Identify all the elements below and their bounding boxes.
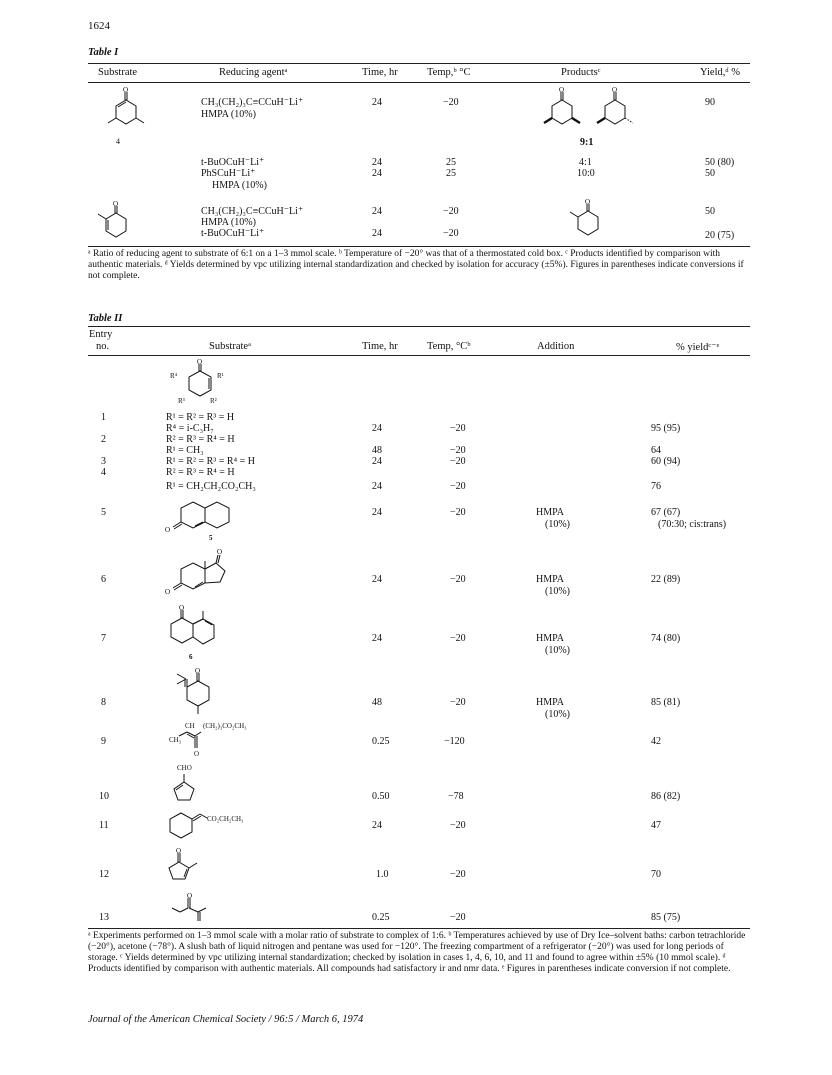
entry-10-yield: 86 (82): [651, 791, 681, 802]
product-methylcyclohexanone-structure: [564, 198, 614, 242]
table2-header-entry-no: no.: [96, 341, 110, 352]
entry-11-cyclohexylidene-ester-structure: [165, 808, 215, 842]
table1-row2-temp-2: 25: [446, 168, 456, 179]
table1-row1-agent-additive: HMPA (10%): [201, 109, 256, 120]
entry-13-no: 13: [99, 912, 109, 923]
entry-2-no: 2: [101, 434, 106, 445]
entry-7-addition-amount: (10%): [545, 645, 570, 656]
entry-2-time: 48: [372, 445, 382, 456]
subst-line-4: R¹ = CH₃: [166, 445, 204, 456]
table2-footnote: ᵃ Experiments performed on 1–3 mmol scale with a molar ratio of substrate to complex of 1:6. ᵇ Temperatures achieved by use of Dry Ice–solvent baths: carbon tetrachloride (−20°), acetone (−78°). A slush bath of liquid nitrogen and pentane was used for −120°. The freezing compartment of a refrigerator (−20°) was used for long periods of storage. ᶜ Yields determined by vpc utilizing internal standardization; checked by isolation in cases 1, 4, 6, 10, and 11 and found to agree within ±5% (10 mmol scale). ᵈ Products identified by comparison with authentic materials. All compounds had satisfactory ir and nmr data. ᵉ Figures in parentheses indicate conversion if not complete.: [88, 931, 746, 974]
entry-5-no: 5: [101, 507, 106, 518]
entry-5-addition-amount: (10%): [545, 519, 570, 530]
table2-bottom-rule: [88, 928, 750, 929]
subst-line-1: R¹ = R² = R³ = H: [166, 412, 235, 423]
substrate-generic-cyclohexenone-structure: [165, 355, 235, 410]
r3-label: R³: [178, 397, 185, 405]
entry-5-time: 24: [372, 507, 382, 518]
table1-header-rule: [88, 82, 750, 83]
entry-6-dione-structure: [163, 548, 243, 598]
table1-bottom-rule: [88, 246, 750, 247]
entry-11-struct-ester: CO₂CH₂CH₃: [207, 815, 244, 823]
svg-text:O: O: [165, 526, 171, 534]
table1-row2-agent-additive: HMPA (10%): [212, 180, 267, 191]
entry-13-yield: 85 (75): [651, 912, 681, 923]
table1-row3-time-1: 24: [372, 206, 382, 217]
entry-4-time: 24: [372, 481, 382, 492]
table2-header-temp: Temp, °Cᵇ: [427, 341, 471, 352]
product-trans-dimethylcyclohexanone-structure: [588, 86, 642, 136]
entry-7-time: 24: [372, 633, 382, 644]
r4-label: R⁴: [170, 372, 178, 380]
table1-row2-temp-1: 25: [446, 157, 456, 168]
entry-8-addition-amount: (10%): [545, 709, 570, 720]
entry-12-temp: −20: [450, 869, 466, 880]
entry-8-time: 48: [372, 697, 382, 708]
entry-3-time: 24: [372, 456, 382, 467]
entry-6-addition-amount: (10%): [545, 586, 570, 597]
table1-header-reducing-agent: Reducing agentᵃ: [219, 67, 288, 78]
entry-7-compound-label: 6: [189, 653, 193, 661]
svg-text:O: O: [217, 548, 223, 556]
entry-7-addition: HMPA: [536, 633, 564, 644]
svg-text:O: O: [197, 358, 203, 366]
table1-header-temp: Temp,ᵇ °C: [427, 67, 471, 78]
table1-row2-agent-2: PhSCuH⁻Li⁺: [201, 168, 256, 179]
entry-8-no: 8: [101, 697, 106, 708]
entry-1-yield: 95 (95): [651, 423, 681, 434]
entry-9-temp: −120: [444, 736, 465, 747]
entry-1-no: 1: [101, 412, 106, 423]
table1-row3-agent-1: CH₃(CH₂)₃C≡CCuH⁻Li⁺: [201, 206, 304, 217]
table1-row2-ratio-1: 4:1: [579, 157, 592, 168]
table1-row1-yield: 90: [705, 97, 715, 108]
entry-3-yield: 60 (94): [651, 456, 681, 467]
svg-text:O: O: [612, 86, 618, 94]
entry-5-addition: HMPA: [536, 507, 564, 518]
entry-5-yield: 67 (67): [651, 507, 681, 518]
entry-8-addition: HMPA: [536, 697, 564, 708]
table1-row1-product-ratio: 9:1: [580, 137, 594, 148]
entry-12-time: 1.0: [376, 869, 389, 880]
svg-text:O: O: [123, 86, 129, 94]
table1-row3-temp-2: −20: [443, 228, 459, 239]
svg-text:O: O: [165, 588, 171, 596]
entry-11-temp: −20: [450, 820, 466, 831]
entry-6-yield: 22 (89): [651, 574, 681, 585]
entry-10-struct-cho: CHO: [177, 764, 192, 772]
svg-text:O: O: [176, 848, 182, 855]
table1-row1-temp: −20: [443, 97, 459, 108]
table1-row2-time-2: 24: [372, 168, 382, 179]
page-number: 1624: [88, 20, 110, 32]
entry-10-temp: −78: [448, 791, 464, 802]
table1-row3-temp-1: −20: [443, 206, 459, 217]
entry-13-temp: −20: [450, 912, 466, 923]
table1-row2-time-1: 24: [372, 157, 382, 168]
svg-text:O: O: [179, 605, 185, 612]
entry-7-no: 7: [101, 633, 106, 644]
substrate-dimethylcyclohexenone-structure: [100, 86, 150, 134]
table2-header-addition: Addition: [537, 341, 575, 352]
entry-13-time: 0.25: [372, 912, 390, 923]
entry-7-bicyclic-enone-structure: [163, 605, 243, 655]
entry-11-no: 11: [99, 820, 109, 831]
entry-6-addition: HMPA: [536, 574, 564, 585]
table1-top-rule: [88, 63, 750, 64]
entry-12-methylcyclopentenone-structure: [165, 848, 209, 888]
product-cis-dimethylcyclohexanone-structure: [535, 86, 589, 136]
substrate-methylcyclohexenone-structure: [92, 200, 142, 244]
entry-5-compound-label: 5: [209, 534, 213, 542]
table1-row3-agent-additive: HMPA (10%): [201, 217, 256, 228]
table1-row2-yield-1: 50 (80): [705, 157, 735, 168]
entry-1-time: 24: [372, 423, 382, 434]
entry-11-time: 24: [372, 820, 382, 831]
entry-9-struct-ch3: CH₃: [169, 736, 182, 744]
svg-text:O: O: [585, 198, 591, 206]
entry-9-struct-chain: (CH₂)₃CO₂CH₃: [203, 722, 247, 730]
table1-row2-yield-2: 50: [705, 168, 715, 179]
entry-6-temp: −20: [450, 574, 466, 585]
table1-row3-time-2: 24: [372, 228, 382, 239]
table1-substrate-label: 4: [116, 137, 120, 146]
entry-5-temp: −20: [450, 507, 466, 518]
svg-text:O: O: [559, 86, 565, 94]
table2-header-substrate: Substrateᵃ: [209, 341, 251, 352]
entry-4-no: 4: [101, 467, 106, 478]
entry-2-temp: −20: [450, 445, 466, 456]
entry-10-no: 10: [99, 791, 109, 802]
entry-1-temp: −20: [450, 423, 466, 434]
entry-5-octalone-structure: [163, 497, 243, 537]
entry-9-time: 0.25: [372, 736, 390, 747]
table1-footnote: ᵃ Ratio of reducing agent to substrate of 6:1 on a 1–3 mmol scale. ᵇ Temperature of −20° was that of a thermostated cold box. ᶜ Products identified by comparison with authentic materials. ᵈ Yields determined by vpc utilizing internal standardization and checked by isolation for accuracy (±5%). Figures in parentheses indicate conversions if not complete.: [88, 249, 744, 281]
table1-header-substrate: Substrate: [98, 67, 138, 78]
table2-title: Table II: [88, 313, 123, 324]
table1-row3-yield-1: 50: [705, 206, 715, 217]
svg-text:O: O: [195, 668, 201, 675]
entry-11-yield: 47: [651, 820, 661, 831]
table2-top-rule: [88, 326, 750, 327]
entry-9-no: 9: [101, 736, 106, 747]
entry-3-no: 3: [101, 456, 106, 467]
entry-12-yield: 70: [651, 869, 661, 880]
table2-header-entry: Entry: [89, 329, 113, 340]
table1-row2-agent-1: t-BuOCuH⁻Li⁺: [201, 157, 265, 168]
entry-13-acyclic-enone-structure: [168, 890, 228, 926]
entry-6-time: 24: [372, 574, 382, 585]
table2-header-yield: % yieldᶜ⁻ᵉ: [676, 342, 720, 353]
entry-9-struct-o: O: [194, 750, 200, 758]
table1-row3-yield-2: 20 (75): [705, 230, 735, 241]
table1-header-products: Productsᶜ: [561, 67, 601, 78]
svg-text:O: O: [187, 892, 193, 900]
entry-9-struct-ch: CH: [185, 722, 195, 730]
r2-label: R²: [210, 397, 217, 405]
subst-line-3: R² = R³ = R⁴ = H: [166, 434, 235, 445]
table1-row1-agent: CH₃(CH₂)₃C≡CCuH⁻Li⁺: [201, 97, 304, 108]
subst-line-2: R⁴ = i-C₃H₇: [166, 423, 214, 434]
entry-4-temp: −20: [450, 481, 466, 492]
r1-label-top: R¹: [217, 372, 224, 380]
journal-footer: Journal of the American Chemical Society / 96:5 / March 6, 1974: [88, 1014, 364, 1025]
svg-text:O: O: [113, 200, 119, 208]
entry-7-temp: −20: [450, 633, 466, 644]
entry-10-cyclopentene-aldehyde-structure: [165, 770, 205, 806]
table1-title: Table I: [88, 47, 119, 58]
entry-8-yield: 85 (81): [651, 697, 681, 708]
entry-3-temp: −20: [450, 456, 466, 467]
entry-4-yield: 76: [651, 481, 661, 492]
table1-header-yield: Yield,ᵈ %: [700, 67, 741, 78]
subst-line-7: R¹ = CH₂CH₂CO₂CH₃: [166, 481, 256, 492]
table1-row3-agent-2: t-BuOCuH⁻Li⁺: [201, 228, 265, 239]
entry-9-yield: 42: [651, 736, 661, 747]
table2-header-time: Time, hr: [362, 341, 398, 352]
entry-8-temp: −20: [450, 697, 466, 708]
entry-12-no: 12: [99, 869, 109, 880]
entry-10-time: 0.50: [372, 791, 390, 802]
table1-row1-time: 24: [372, 97, 382, 108]
subst-line-6: R² = R³ = R⁴ = H: [166, 467, 235, 478]
entry-5-yield-ratio: (70:30; cis:trans): [658, 519, 727, 530]
entry-2-yield: 64: [651, 445, 661, 456]
entry-8-isopropylidene-cyclohexanone-structure: [163, 668, 243, 720]
table1-row2-ratio-2: 10:0: [577, 168, 595, 179]
entry-7-yield: 74 (80): [651, 633, 681, 644]
entry-6-no: 6: [101, 574, 106, 585]
subst-line-5: R¹ = R² = R³ = R⁴ = H: [166, 456, 255, 467]
table1-header-time: Time, hr: [362, 67, 398, 78]
